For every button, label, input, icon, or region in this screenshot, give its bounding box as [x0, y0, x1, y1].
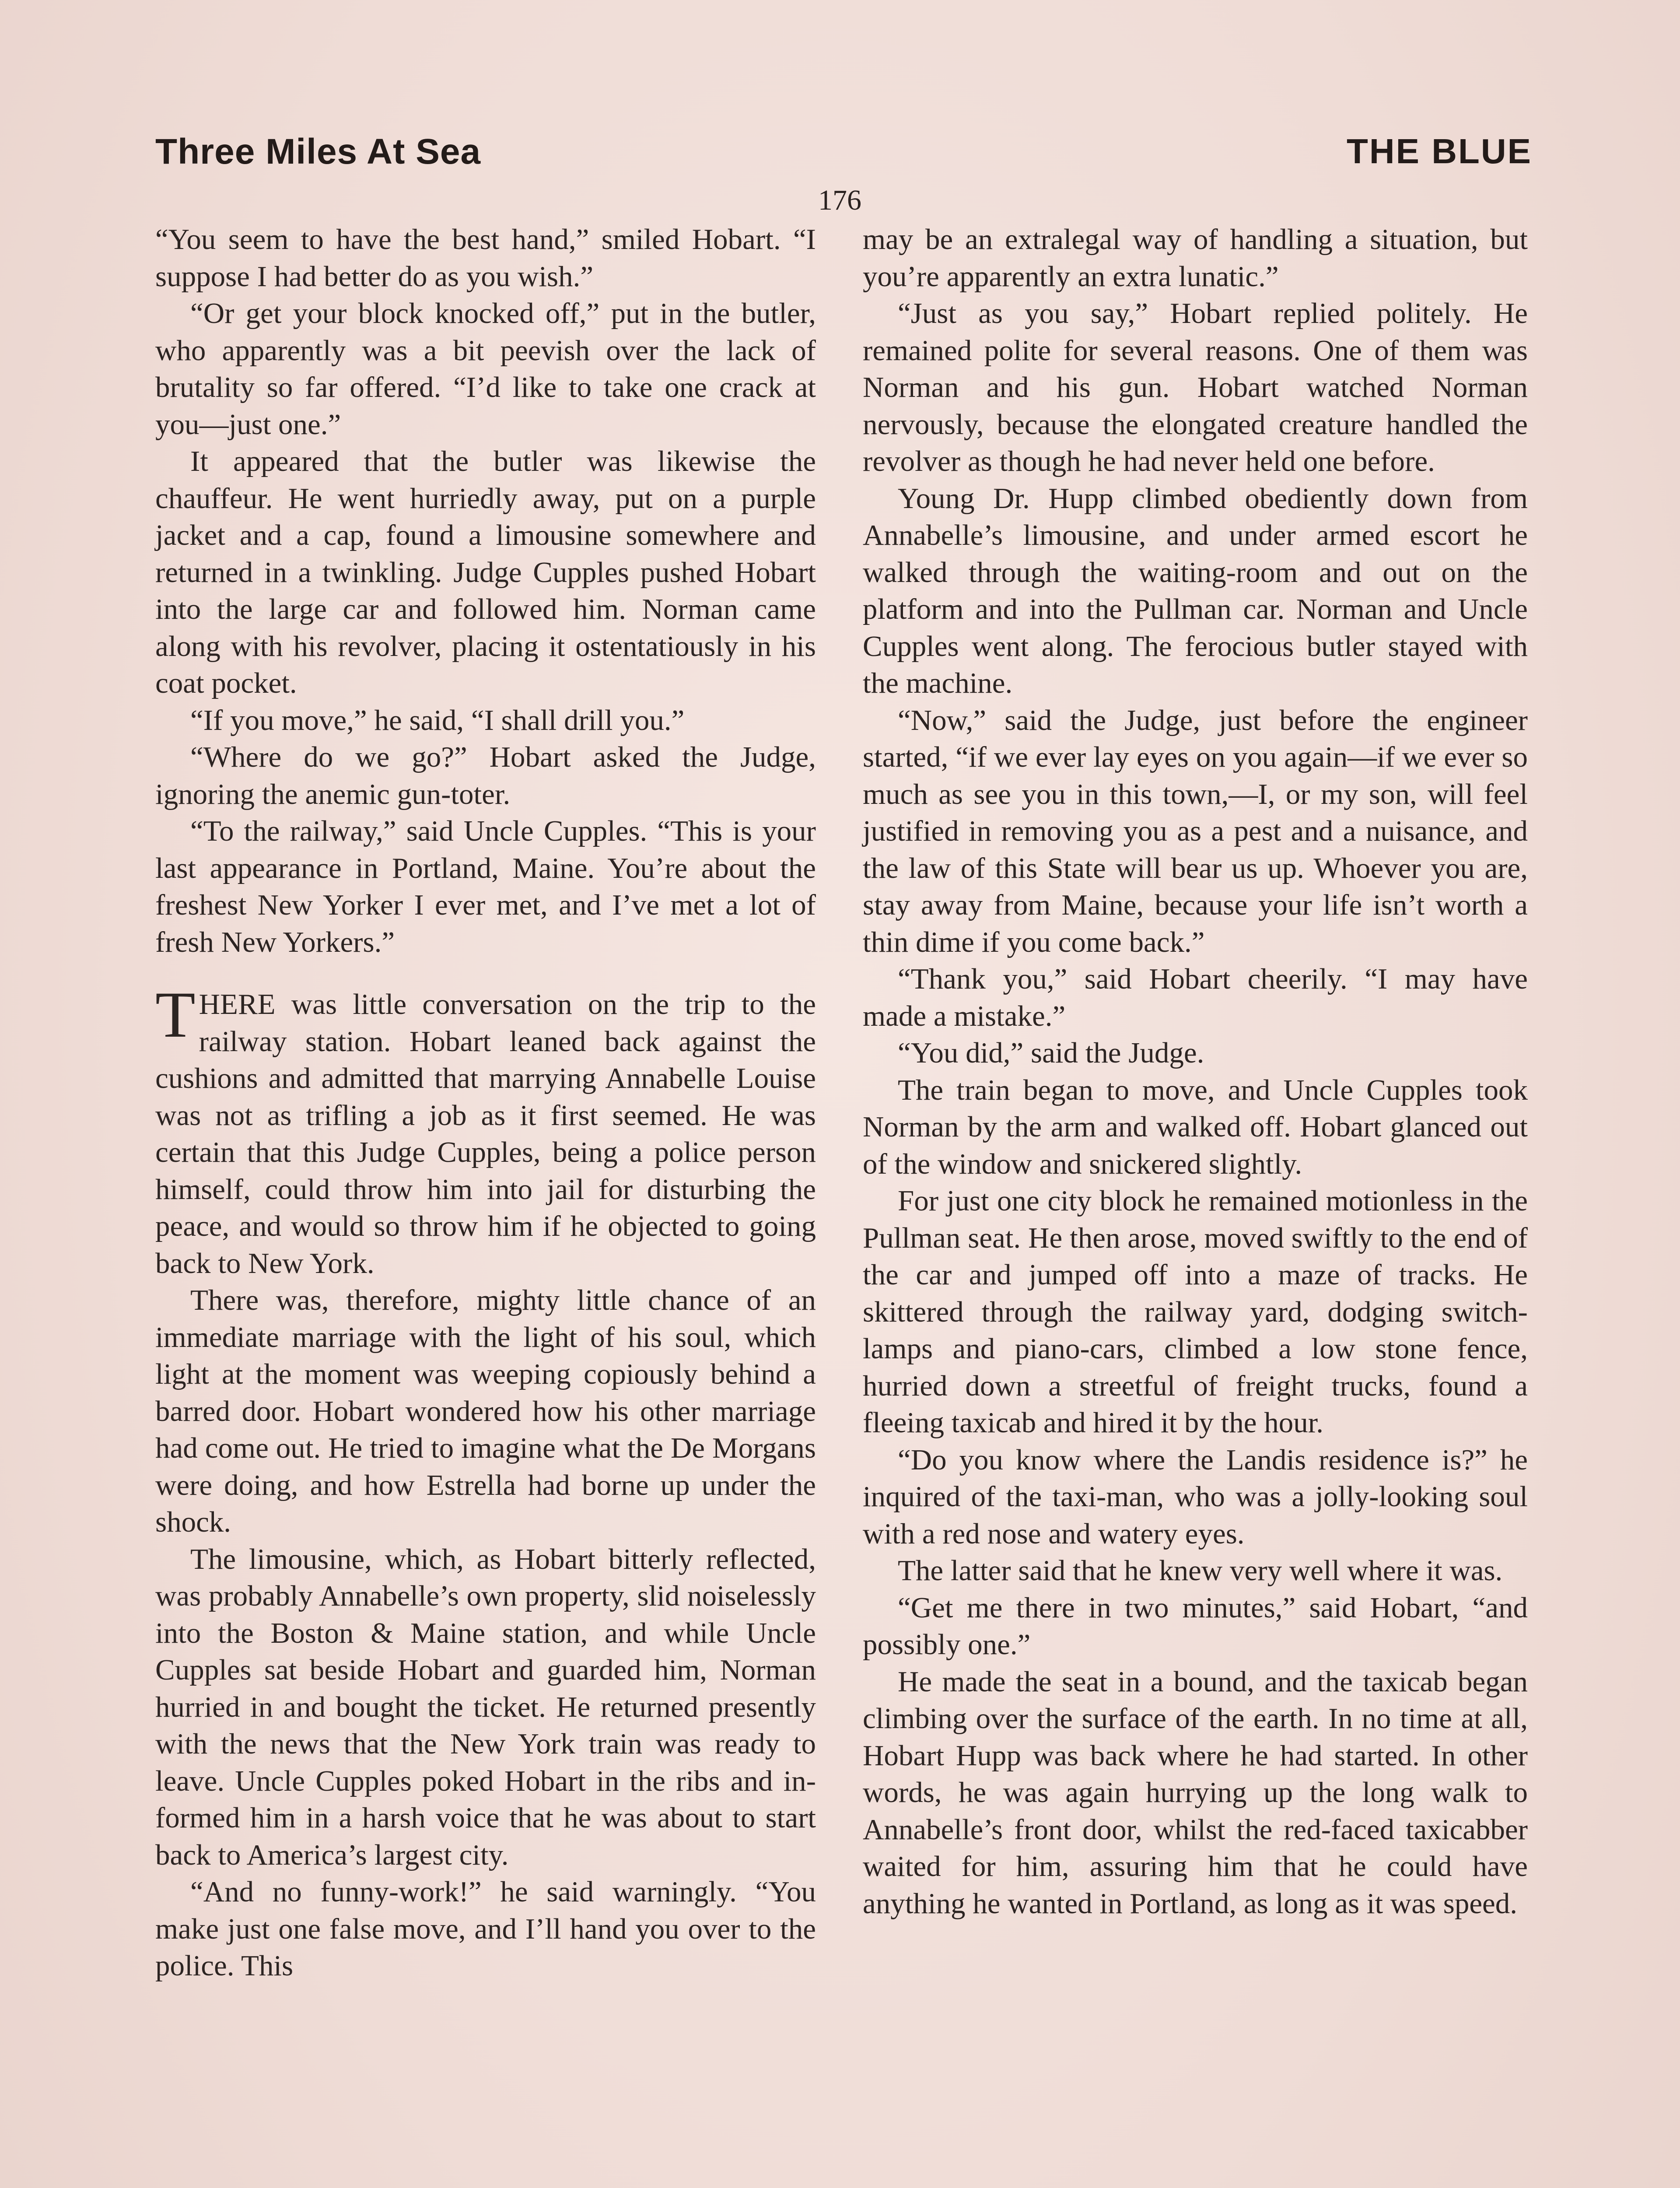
paragraph: “Do you know where the Landis residence is?” he inquired of the taxi-man, who was a jolly-looking soul with a red nose and watery eyes.	[863, 1443, 1528, 1550]
paragraph: “Or get your block knocked off,” put in the butler, who apparently was a bit peevish over the lack of brutality so far offered. “I’d like to take one crack at you—just one.”	[155, 297, 816, 441]
paragraph: Young Dr. Hupp climbed obediently down from Annabelle’s limousine, and under armed escort he walked through the waiting-room and out on the platform and into the Pullman car. Norman and Uncle Cupples went along. The ferocious butler stayed with the machine.	[863, 482, 1528, 699]
magazine-name: THE BLUE	[1347, 132, 1532, 171]
paragraph: may be an extralegal way of handling a situation, but you’re apparently an extra lunatic.”	[863, 223, 1528, 293]
page-number: 176	[818, 184, 861, 216]
story-title: Three Miles At Sea	[155, 132, 481, 172]
paragraph: “Now,” said the Judge, just before the engineer started, “if we ever lay eyes on you again—if we ever so much as see you in this town,—I, or my son, will feel justified in removing you as a pest and a nuisance, and the law of this State will bear us up. Whoever you are, stay away from Maine, because your life isn’t worth a thin dime if you come back.”	[863, 704, 1528, 958]
paragraph: “Just as you say,” Hobart replied politely. He remained polite for several reasons. One of them was Norman and his gun. Hobart watched Norman nervously, because the elongated creature handled the revolver as though he had never held one before.	[863, 297, 1528, 477]
paragraph: The limousine, which, as Hobart bitterly reflected, was probably Annabelle’s own property, slid noiselessly into the Boston & Maine station, and while Uncle Cupples sat beside Hobart and guarded him, Norman hurried in and bought the ticket. He returned presently with the news that the New York train was ready to leave. Uncle Cupples poked Hobart in the ribs and informed him in a harsh voice that he was about to start back to America’s largest city.	[155, 1543, 816, 1871]
paragraph: For just one city block he remained motionless in the Pullman seat. He then arose, moved swiftly to the end of the car and jumped off into a maze of tracks. He skittered through the railway yard, dodging switch-lamps and piano-cars, climbed a low stone fence, hurried down a streetful of freight trucks, found a fleeing taxicab and hired it by the hour.	[863, 1185, 1528, 1439]
dropcap-paragraph-text: HERE was little conversation on the trip to the railway station. Hobart leaned back against the cushions and admitted that marrying Annabelle Louise was not as trifling a job as it first seemed. He was certain that this Judge Cupples, being a police person himself, could throw him into jail for disturbing the peace, and would so throw him if he objected to going back to New York.	[155, 988, 816, 1280]
paragraph: “If you move,” he said, “I shall drill you.”	[190, 704, 685, 736]
paragraph: He made the seat in a bound, and the taxicab began climbing over the surface of the earth. In no time at all, Hobart Hupp was back where he had started. In other words, he was again hurrying up the long walk to Annabelle’s front door, whilst the red-faced taxicabber waited for him, assuring him that he could have anything he wanted in Portland, as long as it was speed.	[863, 1665, 1528, 1920]
paragraph: There was, therefore, mighty little chance of an immediate marriage with the light of his soul, which light at the moment was weeping copiously behind a barred door. Hobart wondered how his other marriage had come out. He tried to imagine what the De Morgans were doing, and how Estrella had borne up under the shock.	[155, 1284, 816, 1538]
paragraph: The train began to move, and Uncle Cupples took Norman by the arm and walked off. Hobart glanced out of the window and snickered slightly.	[863, 1073, 1528, 1180]
section-break	[155, 961, 816, 986]
paragraph: “You did,” said the Judge.	[898, 1037, 1204, 1069]
right-column	[863, 221, 1528, 1922]
paragraph: “And no funny-work!” he said warningly. “You make just one false move, and I’ll hand you over to the police. This	[155, 1876, 816, 1982]
drop-cap: T	[155, 978, 196, 1051]
dropcap-paragraph	[155, 978, 816, 1282]
paragraph: The latter said that he knew very well where it was.	[898, 1554, 1503, 1587]
paragraph: “To the railway,” said Uncle Cupples. “This is your last appearance in Portland, Maine. You’re about the freshest New Yorker I ever met, and I’ve met a lot of fresh New Yorkers.”	[155, 815, 816, 958]
paragraph: “Get me there in two minutes,” said Hobart, “and possibly one.”	[863, 1591, 1528, 1661]
paragraph: “Where do we go?” Hobart asked the Judge, ignoring the anemic gun-toter.	[155, 741, 816, 810]
paragraph: “Thank you,” said Hobart cheerily. “I may have made a mistake.”	[863, 963, 1528, 1032]
paragraph: “You seem to have the best hand,” smiled Hobart. “I suppose I had better do as you wish.”	[155, 223, 816, 293]
paragraph: It appeared that the butler was likewise the chauffeur. He went hurriedly away, put on a purple jacket and a cap, found a limousine somewhere and returned in a twinkling. Judge Cupples pushed Hobart into the large car and followed him. Norman came along with his revolver, placing it ostentatiously in his coat pocket.	[155, 445, 816, 699]
left-column	[155, 221, 816, 1985]
